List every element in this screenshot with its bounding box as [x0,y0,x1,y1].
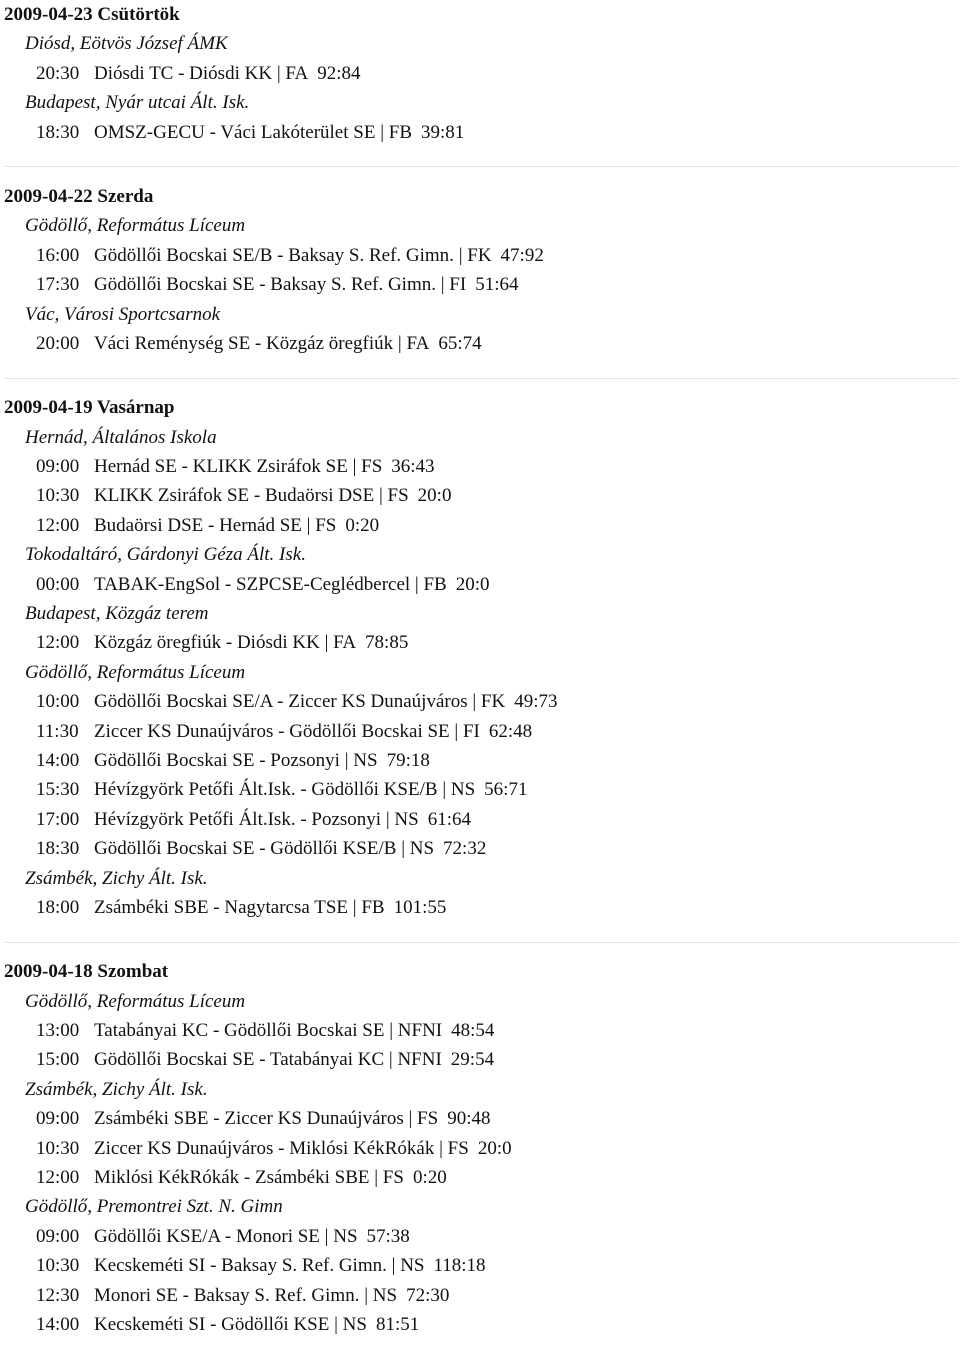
match-score: 20:0 [477,1137,512,1159]
match-row: 09:00 Hernád SE - KLIKK Zsiráfok SE | FS 36:43 [0,452,960,481]
venue-name: Zsámbék, Zichy Ált. Isk. [25,867,208,889]
match-row: 20:00 Váci Reménység SE - Közgáz öregfiúk | FA 65:74 [0,329,960,358]
match-row: 15:00 Gödöllői Bocskai SE - Tatabányai KC | NFNI 29:54 [0,1045,960,1074]
match-time: 18:30 [36,121,80,143]
match-category: FK [480,691,506,713]
match-category: FI [449,274,467,296]
match-category: NS [394,808,419,830]
match-score: 51:64 [475,274,519,296]
match-row: 10:30 Ziccer KS Dunaújváros - Miklósi KékRókák | FS 20:0 [0,1134,960,1163]
match-time: 12:00 [36,514,80,536]
match-score: 65:74 [438,332,482,354]
match-score: 48:54 [451,1020,495,1042]
match-row: 10:00 Gödöllői Bocskai SE/A - Ziccer KS Dunaújváros | FK 49:73 [0,687,960,716]
day-section [0,393,960,922]
match-score: 20:0 [455,573,490,595]
match-time: 09:00 [36,1225,80,1247]
match-score: 101:55 [393,896,447,918]
match-category: NS [353,749,378,771]
match-row: 18:00 Zsámbéki SBE - Nagytarcsa TSE | FB 101:55 [0,893,960,922]
match-teams: Zsámbéki SBE - Ziccer KS Dunaújváros [94,1108,404,1130]
match-row: 09:00 Gödöllői KSE/A - Monori SE | NS 57:38 [0,1222,960,1251]
match-teams: Gödöllői KSE/A - Monori SE [94,1225,320,1247]
match-score: 72:30 [406,1284,450,1306]
match-time: 15:00 [36,1049,80,1071]
match-teams: Ziccer KS Dunaújváros - Gödöllői Bocskai SE [94,720,450,742]
match-time: 18:30 [36,838,80,860]
match-time: 12:30 [36,1284,80,1306]
match-row: 00:00 TABAK-EngSol - SZPCSE-Ceglédbercel | FB 20:0 [0,570,960,599]
match-row: 17:30 Gödöllői Bocskai SE - Baksay S. Ref. Gimn. | FI 51:64 [0,270,960,299]
match-score: 61:64 [427,808,471,830]
match-score: 81:51 [375,1313,420,1335]
match-time: 12:00 [36,1167,80,1189]
match-score: 47:92 [500,244,544,266]
match-row: 10:30 Kecskeméti SI - Baksay S. Ref. Gimn. | NS 118:18 [0,1251,960,1280]
match-time: 18:00 [36,896,80,918]
match-row: 09:00 Zsámbéki SBE - Ziccer KS Dunaújváros | FS 90:48 [0,1104,960,1133]
match-teams: Miklósi KékRókák - Zsámbéki SBE [94,1167,370,1189]
match-teams: Hernád SE - KLIKK Zsiráfok SE [94,456,348,478]
match-category: NS [409,838,435,860]
match-teams: Kecskeméti SI - Gödöllői KSE [94,1313,330,1335]
match-teams: TABAK-EngSol - SZPCSE-Ceglédbercel [94,573,411,595]
venue-name: Gödöllő, Református Líceum [25,990,246,1012]
spacer [0,147,960,166]
match-row: 13:00 Tatabányai KC - Gödöllői Bocskai SE | NFNI 48:54 [0,1016,960,1045]
match-category: FS [315,514,337,536]
match-time: 14:00 [36,749,80,771]
match-category: FB [361,896,385,918]
match-category: FK [467,244,492,266]
venue-name: Gödöllő, Református Líceum [25,215,246,237]
match-category: FB [388,121,412,143]
match-row: 14:00 Kecskeméti SI - Gödöllői KSE | NS 81:51 [0,1310,960,1339]
match-row: 12:00 Miklósi KékRókák - Zsámbéki SBE | FS 0:20 [0,1163,960,1192]
match-time: 10:00 [36,691,80,713]
match-category: NS [372,1284,398,1306]
match-row: 16:00 Gödöllői Bocskai SE/B - Baksay S. Ref. Gimn. | FK 47:92 [0,241,960,270]
match-teams: Tatabányai KC - Gödöllői Bocskai SE [94,1020,385,1042]
match-score: 92:84 [317,62,361,84]
venue-name: Tokodaltáró, Gárdonyi Géza Ált. Isk. [25,544,306,566]
spacer [0,358,960,377]
match-category: FA [406,332,430,354]
match-score: 49:73 [514,691,558,713]
match-score: 29:54 [450,1049,495,1071]
match-row: 11:30 Ziccer KS Dunaújváros - Gödöllői Bocskai SE | FI 62:48 [0,717,960,746]
match-teams: OMSZ-GECU - Váci Lakóterület SE [94,121,376,143]
day-section [0,0,960,147]
match-time: 20:30 [36,62,80,84]
venue-name: Budapest, Nyár utcai Ált. Isk. [25,92,250,114]
match-teams: Ziccer KS Dunaújváros - Miklósi KékRókák [94,1137,435,1159]
match-time: 14:00 [36,1313,80,1335]
match-category: FS [447,1137,469,1159]
match-row: 15:30 Hévízgyörk Petőfi Ált.Isk. - Gödöllői KSE/B | NS 56:71 [0,775,960,804]
match-row: 12:30 Monori SE - Baksay S. Ref. Gimn. | NS 72:30 [0,1281,960,1310]
match-time: 20:00 [36,332,80,354]
match-score: 62:48 [488,720,533,742]
match-time: 13:00 [36,1020,80,1042]
match-row: 14:00 Gödöllői Bocskai SE - Pozsonyi | NS 79:18 [0,746,960,775]
match-row: 20:30 Diósdi TC - Diósdi KK | FA 92:84 [0,59,960,88]
match-score: 0:20 [412,1167,447,1189]
match-row: 10:30 KLIKK Zsiráfok SE - Budaörsi DSE | FS 20:0 [0,481,960,510]
match-time: 09:00 [36,456,80,478]
spacer [0,167,960,182]
match-category: NFNI [397,1020,443,1042]
match-teams: Budaörsi DSE - Hernád SE [94,514,302,536]
venue-name: Diósd, Eötvös József ÁMK [25,33,228,55]
match-category: NS [333,1225,358,1247]
match-category: FI [462,720,480,742]
match-teams: Közgáz öregfiúk - Diósdi KK [94,632,320,654]
match-category: FS [387,485,409,507]
day-section [0,182,960,358]
match-row: 18:30 OMSZ-GECU - Váci Lakóterület SE | FB 39:81 [0,118,960,147]
venue-name: Zsámbék, Zichy Ált. Isk. [25,1078,208,1100]
match-time: 12:00 [36,632,80,654]
match-teams: KLIKK Zsiráfok SE - Budaörsi DSE [94,485,375,507]
match-score: 36:43 [391,456,435,478]
match-teams: Váci Reménység SE - Közgáz öregfiúk [94,332,394,354]
match-score: 118:18 [433,1255,486,1277]
match-row: 12:00 Budaörsi DSE - Hernád SE | FS 0:20 [0,511,960,540]
match-row: 17:00 Hévízgyörk Petőfi Ált.Isk. - Pozsonyi | NS 61:64 [0,805,960,834]
match-teams: Zsámbéki SBE - Nagytarcsa TSE [94,896,348,918]
match-category: FS [382,1167,404,1189]
match-category: NS [342,1313,367,1335]
match-teams: Monori SE - Baksay S. Ref. Gimn. [94,1284,360,1306]
match-time: 10:30 [36,1255,80,1277]
match-teams: Gödöllői Bocskai SE - Pozsonyi [94,749,340,771]
match-teams: Hévízgyörk Petőfi Ált.Isk. - Gödöllői KSE/B [94,779,438,801]
match-score: 57:38 [366,1225,410,1247]
match-teams: Hévízgyörk Petőfi Ált.Isk. - Pozsonyi [94,808,382,830]
match-row: 18:30 Gödöllői Bocskai SE - Gödöllői KSE/B | NS 72:32 [0,834,960,863]
match-teams: Gödöllői Bocskai SE/B - Baksay S. Ref. Gimn. [94,244,454,266]
venue-name: Hernád, Általános Iskola [25,426,217,448]
match-time: 17:30 [36,274,80,296]
match-score: 0:20 [345,514,380,536]
match-teams: Gödöllői Bocskai SE - Tatabányai KC [94,1049,385,1071]
match-category: FS [417,1108,439,1130]
venue-name: Gödöllő, Premontrei Szt. N. Gimn [25,1196,283,1218]
spacer [0,922,960,941]
spacer [0,379,960,394]
match-category: NS [400,1255,425,1277]
spacer [0,943,960,958]
match-time: 16:00 [36,244,80,266]
match-teams: Diósdi TC - Diósdi KK [94,62,273,84]
day-header: 2009-04-18 Szombat [4,961,169,983]
day-section [0,957,960,1339]
match-score: 78:85 [365,632,409,654]
match-score: 56:71 [484,779,528,801]
match-score: 79:18 [386,749,430,771]
match-time: 17:00 [36,808,80,830]
match-score: 20:0 [417,485,452,507]
day-header: 2009-04-22 Szerda [4,185,154,207]
match-time: 00:00 [36,573,80,595]
match-time: 10:30 [36,485,80,507]
match-category: FA [285,62,309,84]
day-header: 2009-04-19 Vasárnap [4,397,175,419]
match-time: 11:30 [36,720,79,742]
match-time: 09:00 [36,1108,80,1130]
venue-name: Gödöllő, Református Líceum [25,661,246,683]
match-score: 72:32 [443,838,487,860]
match-category: NFNI [397,1049,442,1071]
match-time: 15:30 [36,779,80,801]
match-category: FA [333,632,357,654]
match-teams: Kecskeméti SI - Baksay S. Ref. Gimn. [94,1255,387,1277]
match-category: FS [361,456,383,478]
day-header: 2009-04-23 Csütörtök [4,4,180,25]
match-category: NS [450,779,476,801]
match-score: 90:48 [447,1108,491,1130]
match-teams: Gödöllői Bocskai SE - Baksay S. Ref. Gimn. [94,274,436,296]
match-time: 10:30 [36,1137,80,1159]
match-row: 12:00 Közgáz öregfiúk - Diósdi KK | FA 78:85 [0,628,960,657]
match-teams: Gödöllői Bocskai SE - Gödöllői KSE/B [94,838,397,860]
match-category: FB [423,573,447,595]
match-score: 39:81 [421,121,465,143]
match-teams: Gödöllői Bocskai SE/A - Ziccer KS Dunaújváros [94,691,468,713]
venue-name: Vác, Városi Sportcsarnok [25,303,221,325]
venue-name: Budapest, Közgáz terem [25,603,209,624]
